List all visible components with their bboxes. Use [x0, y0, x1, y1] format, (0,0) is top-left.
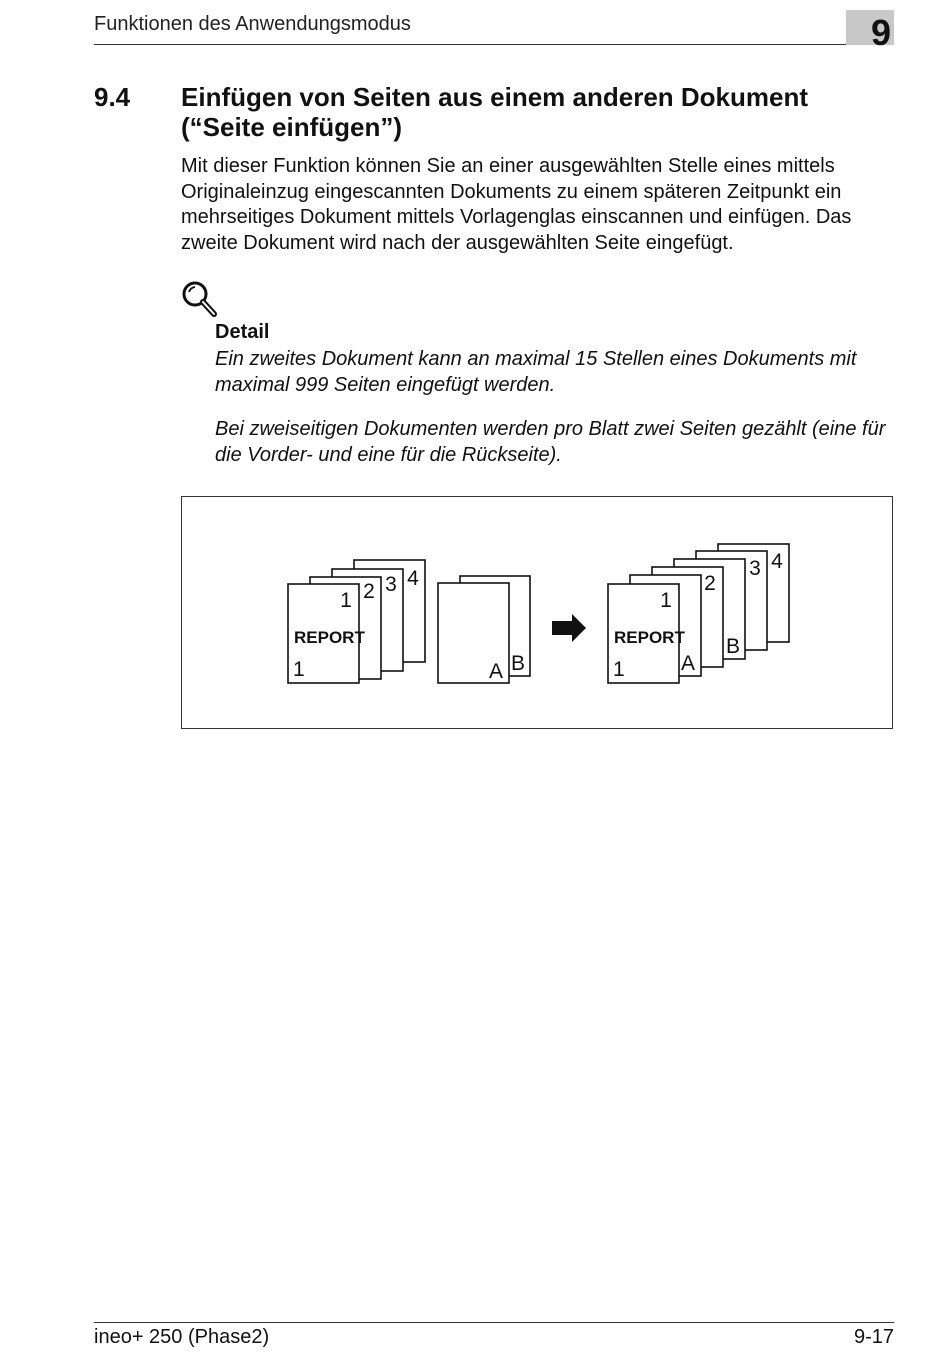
intro-paragraph: Mit dieser Funktion können Sie an einer ausgewählten Stelle eines mittels Originaleinzug eingescannten Dokuments zu einem späteren Zeitpunkt ein mehrseitiges Dokument mittels Vorlagenglas einscannen und einfügen. Das zweite Dokument wird nach der ausgewählten Seite eingefügt. — [181, 155, 852, 254]
original-document-stack — [288, 560, 425, 683]
report-title: REPORT — [294, 628, 365, 647]
report-title: REPORT — [614, 628, 685, 647]
page-label: 4 — [771, 550, 783, 573]
detail-note: Bei zweiseitigen Dokumenten werden pro Blatt zwei Seiten gezählt (eine für die Vorder- und eine für die Rückseite). — [215, 418, 886, 466]
page-label: 1 — [660, 589, 672, 612]
section-title: Einfügen von Seiten aus einem anderen Dokument (“Seite einfügen”) — [181, 82, 809, 142]
inserted-document-stack — [438, 576, 530, 683]
page-label: 3 — [385, 573, 397, 596]
footer-page-number: 9-17 — [853, 1326, 894, 1348]
page-label: 2 — [363, 580, 375, 603]
page-label: B — [725, 635, 741, 658]
page-label: A — [488, 660, 504, 683]
page-label: 1 — [613, 658, 625, 681]
page-label: 3 — [749, 557, 761, 580]
header-title: Funktionen des Anwendungsmodus — [94, 13, 411, 35]
section-number: 9.4 — [94, 82, 131, 112]
page-label: 1 — [293, 658, 305, 681]
illustration-canvas — [182, 497, 894, 730]
right-arrow-icon — [552, 614, 586, 642]
page-label: B — [510, 652, 526, 675]
footer-divider — [94, 1322, 894, 1323]
result-document-stack — [608, 544, 789, 683]
page-label: A — [680, 652, 696, 675]
footer-product: ineo+ 250 (Phase2) — [94, 1326, 270, 1348]
magnifier-icon — [180, 280, 220, 320]
insert-pages-illustration — [181, 496, 893, 729]
detail-note: Ein zweites Dokument kann an maximal 15 Stellen eines Dokuments mit maximal 999 Seiten eingefügt werden. — [215, 348, 857, 396]
page-label: 4 — [407, 567, 419, 590]
header-divider — [94, 44, 894, 45]
chapter-tab — [846, 10, 894, 53]
detail-label: Detail — [215, 321, 270, 343]
page-label: 2 — [704, 572, 716, 595]
page-label: 1 — [340, 589, 352, 612]
chapter-number: 9 — [870, 12, 891, 53]
